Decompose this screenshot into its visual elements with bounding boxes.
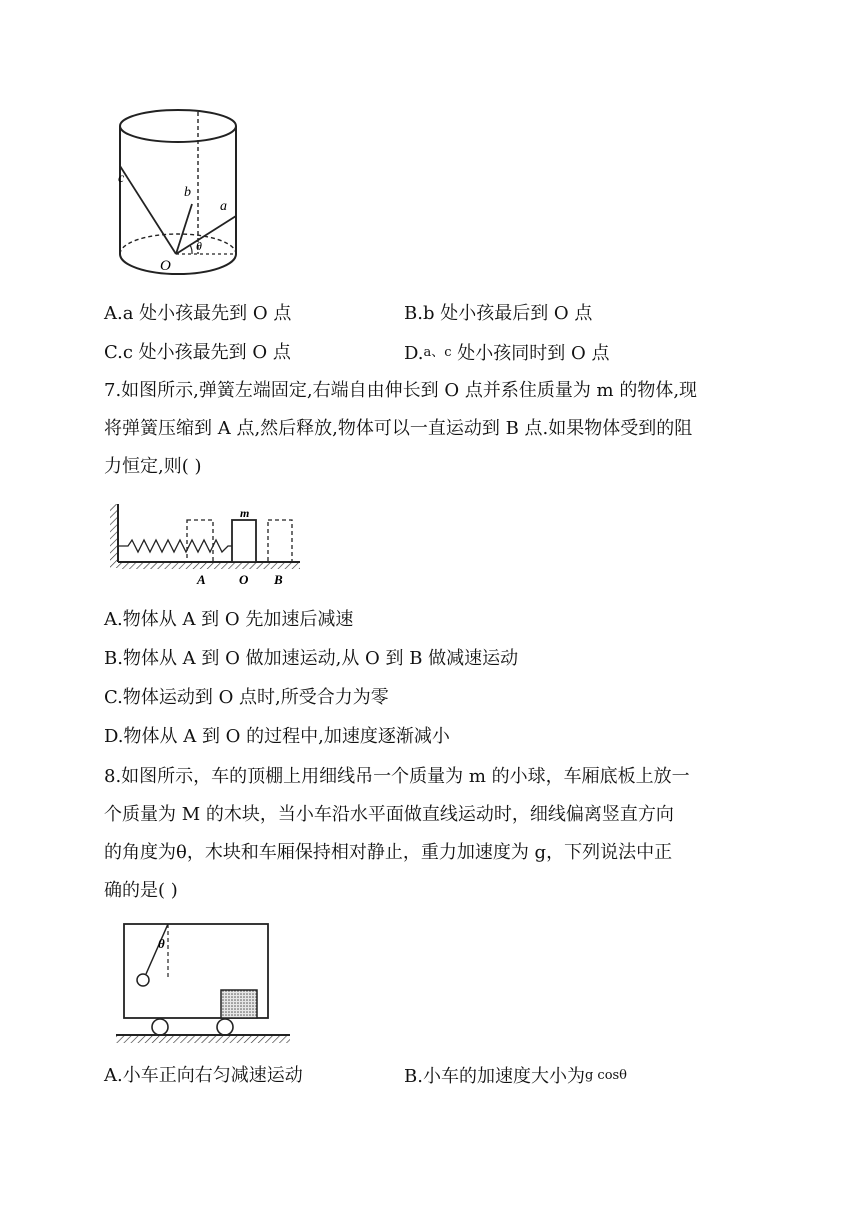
label-m: m (240, 506, 250, 520)
q7-stem-line: 将弹簧压缩到 A 点,然后释放,物体可以一直运动到 B 点.如果物体受到的阻 (104, 418, 693, 439)
q7-stem (104, 372, 764, 486)
q7-stem-line: 力恒定,则( ) (104, 456, 202, 477)
label-a: a (220, 199, 227, 214)
label-o: O (239, 572, 249, 587)
q8-option-b-formula: g cosθ (584, 1068, 628, 1083)
q8-option-a: A.小车正向右匀减速运动 (104, 1065, 303, 1086)
q8-stem-line: 个质量为 M 的木块，当小车沿水平面做直线运动时，细线偏离竖直方向 (104, 804, 674, 825)
q8-option-b-text: B.小车的加速度大小为 (404, 1066, 585, 1087)
label-theta: θ (196, 239, 202, 253)
q6-option-b: B.b 处小孩最后到 O 点 (404, 303, 593, 324)
q7-option-c: C.物体运动到 O 点时,所受合力为零 (104, 687, 389, 708)
q6-option-d-letters: a、c (423, 345, 452, 360)
q6-option-c: C.c 处小孩最先到 O 点 (104, 342, 291, 363)
cart-figure (114, 918, 292, 1046)
q8-stem (104, 758, 764, 910)
q7-option-d: D.物体从 A 到 O 的过程中,加速度逐渐减小 (104, 726, 450, 747)
q6-option-d-suffix: 处小孩同时到 O 点 (451, 343, 610, 364)
label-theta: θ (158, 936, 165, 951)
q8-stem-line: 的角度为θ，木块和车厢保持相对静止，重力加速度为 g，下列说法中正 (104, 842, 673, 863)
label-a: A (197, 572, 206, 587)
q6-option-d-prefix: D. (404, 343, 424, 364)
q6-option-a: A.a 处小孩最先到 O 点 (104, 303, 292, 324)
q7-stem-line: 7.如图所示,弹簧左端固定,右端自由伸长到 O 点并系住质量为 m 的物体,现 (104, 380, 698, 401)
q8-stem-line: 确的是( ) (104, 880, 178, 901)
q7-option-b: B.物体从 A 到 O 做加速运动,从 O 到 B 做减速运动 (104, 648, 519, 669)
label-o: O (160, 258, 171, 274)
q8-option-b (404, 1064, 627, 1089)
q6-option-d (404, 341, 609, 366)
cylinder-figure (112, 104, 248, 280)
label-b: B (274, 572, 283, 587)
spring-figure (106, 500, 302, 590)
label-c: c (118, 171, 125, 186)
label-b: b (184, 185, 191, 200)
q7-option-a: A.物体从 A 到 O 先加速后减速 (104, 609, 354, 630)
q8-stem-line: 8.如图所示，车的顶棚上用细线吊一个质量为 m 的小球，车厢底板上放一 (104, 766, 690, 787)
